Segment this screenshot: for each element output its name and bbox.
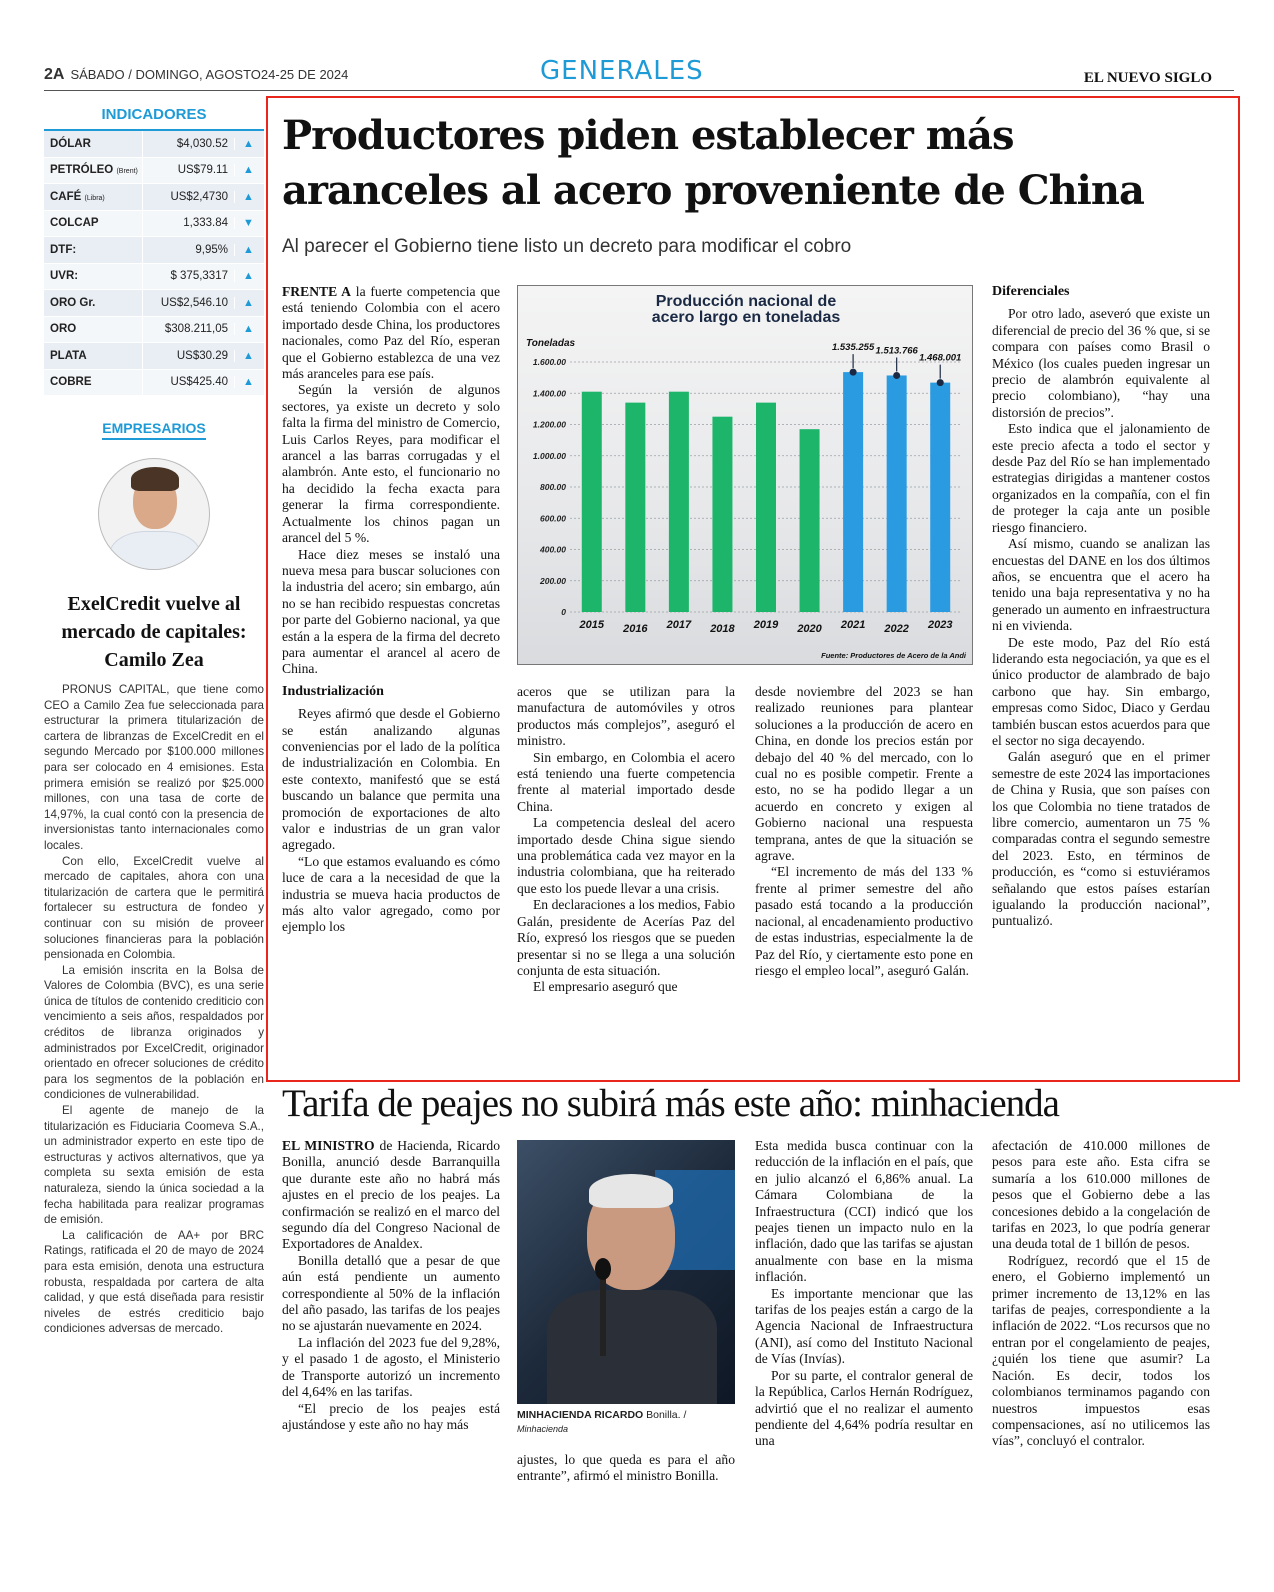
- article-paragraph: La competencia desleal del acero importado desde China sigue siendo una problemática cada vez mayor en la industria colombiana, que ha reiterado que esto los puede llevar a una crisis.: [517, 815, 735, 896]
- article-paragraph: “Lo que estamos evaluando es cómo luce de cara a la necesidad de que la industria se mueva hacia productos de más alto valor agregado, como por ejemplo los: [282, 853, 500, 935]
- indicator-name: [44, 376, 142, 388]
- chart-bar-2016: [625, 403, 645, 612]
- chart-x-tick-label: 2017: [666, 619, 692, 631]
- chart-x-tick-label: 2018: [710, 623, 735, 635]
- section-title: GENERALES: [540, 56, 704, 86]
- article-paragraph: Es importante mencionar que las tarifas de los peajes están a cargo de la Agencia Nacional de Infraestructura (ANI), así como del Instituto Nacional de Vías (Invías).: [755, 1285, 973, 1367]
- indicator-name: [44, 217, 142, 229]
- photo-suit: [547, 1290, 717, 1404]
- article2-column-2: [517, 1452, 735, 1485]
- page-number: 2A: [44, 66, 65, 83]
- chart-y-tick-label: 1.600.00: [532, 357, 566, 367]
- caption-credit: Minhacienda: [517, 1424, 569, 1434]
- chart-y-tick-label: 200.00: [540, 575, 566, 586]
- article-paragraph: [282, 1138, 500, 1253]
- indicator-name: [44, 244, 142, 256]
- indicator-label: CAFÉ: [50, 190, 82, 203]
- indicator-row: [44, 264, 264, 291]
- article2-column-3: [755, 1138, 973, 1450]
- newspaper-logo: EL NUEVO SIGLO: [1083, 70, 1212, 86]
- article-paragraph: “El incremento de más del 133 % frente al primer semestre del año pasado está tocando a la producción nacional, al encadenamiento productivo de estas industrias, especialmente la de Paz del Río, y ciertamente esto pone en riesgo el empleo local”, aseguró Galán.: [755, 864, 973, 978]
- chart-x-tick-label: 2019: [753, 619, 779, 631]
- indicator-value: 1,333.84: [142, 211, 234, 237]
- indicator-label: PLATA: [50, 349, 87, 362]
- indicator-value: US$79.11: [142, 158, 234, 184]
- indicator-name: [44, 323, 142, 335]
- article-column-2: [517, 684, 735, 996]
- indicator-row: [44, 290, 264, 317]
- chart-bar-2017: [669, 392, 689, 612]
- article-paragraph: El empresario aseguró que: [533, 979, 678, 995]
- article-paragraph: Por otro lado, aseveró que existe un diferencial de precio del 36 % que, si se compara con países como Brasil o México (los cuales pueden ingresar un precio de alambrón equivalente al precio colombiano), “hay una distorsión de precios”.: [992, 306, 1210, 420]
- empresarios-body: [44, 682, 264, 1337]
- lead-words: EL MINISTRO: [282, 1138, 375, 1153]
- article-paragraph: La inflación del 2023 fue del 9,28%, y el pasado 1 de agosto, el Ministerio de Transporte autorizó un incremento del 4,64% en las tarifas.: [282, 1334, 500, 1400]
- lead-text: la fuerte competencia que está teniendo Colombia con el acero importado desde China, los productores nacionales, como Paz del Río, esperan que el Gobierno establezca de una vez más aranceles para ese país.: [282, 284, 500, 382]
- chart-data-label: 1.535.255: [831, 342, 875, 354]
- article-paragraph: [282, 284, 500, 382]
- chart-x-tick-label: 2022: [884, 623, 909, 635]
- lead-text: de Hacienda, Ricardo Bonilla, anunció desde Barranquilla que durante este año no habrá más ajustes en el precio de los peajes. La confirmación se realizó en el marco del segundo día del Congreso Nacional de Exportadores de Analdex.: [282, 1138, 500, 1252]
- article-paragraph: De este modo, Paz del Río está liderando esta negociación, ya que es el único productor de alambrado de bajo carbono que hay. Sin embargo, empresas como Sidoc, Diaco y Gerdau también buscan estos acuerdos para que el sector no siga decayendo.: [992, 634, 1210, 748]
- article-paragraph: Bonilla detalló que a pesar de que aún está pendiente un aumento correspondiente al 50% de la inflación del año pasado, las tarifas de los peajes no se ajustarán nuevamente en 2024.: [282, 1252, 500, 1334]
- article-paragraph: Por su parte, el contralor general de la República, Carlos Hernán Rodríguez, advirtió que el no realizar el aumento pendiente del 4,64% podría resultar en una: [755, 1367, 973, 1449]
- chart-x-tick-label: 2016: [623, 623, 648, 635]
- indicators-title: INDICADORES: [44, 100, 264, 131]
- chart-bar-2019: [756, 403, 776, 612]
- trend-arrow-icon: ▲: [234, 138, 262, 150]
- trend-arrow-icon: ▲: [234, 191, 262, 203]
- indicator-value: US$30.29: [142, 343, 234, 369]
- article2-column-1: [282, 1138, 500, 1433]
- trend-arrow-icon: ▼: [234, 217, 262, 229]
- trend-arrow-icon: ▲: [234, 376, 262, 388]
- indicator-name: [44, 350, 142, 362]
- caption-bold: MINHACIENDA RICARDO: [517, 1409, 644, 1421]
- indicator-sublabel: (Libra): [84, 194, 105, 202]
- chart-x-tick-label: 2015: [579, 619, 605, 631]
- article-paragraph: Según la versión de algunos sectores, ya existe un decreto y solo falta la firma del ministro de Comercio, Luis Carlos Reyes, para modificar el arancel a las barras corrugadas y el alambrón. Ante esto, el funcionario no ha decidido la fecha exacta para generar la firma correspondiente. Actualmente los chinos pagan un arancel del 5 %.: [282, 382, 500, 546]
- photo-mic-stand: [600, 1276, 606, 1356]
- trend-arrow-icon: ▲: [234, 270, 262, 282]
- article-headline: Productores piden establecer más aranceles al acero proveniente de China: [282, 112, 1144, 214]
- indicator-row: [44, 370, 264, 397]
- indicator-value: 9,95%: [142, 237, 234, 263]
- caption-rest: Bonilla. /: [643, 1409, 687, 1421]
- chart-y-tick-label: 400.00: [540, 544, 566, 555]
- indicator-sublabel: (Brent): [116, 168, 138, 176]
- indicator-value: $ 375,3317: [142, 264, 234, 290]
- chart-bar-2023: [930, 383, 950, 612]
- indicator-row: [44, 317, 264, 344]
- indicator-value: US$425.40: [142, 370, 234, 396]
- chart-point-marker: [850, 369, 857, 376]
- chart-svg: [518, 286, 973, 665]
- indicator-row: [44, 343, 264, 370]
- empresarios-title-text: EMPRESARIOS: [102, 420, 205, 440]
- chart-y-tick-label: 1.200.00: [532, 419, 566, 430]
- article-subtitle: Industrialización: [282, 683, 384, 699]
- indicator-label: DÓLAR: [50, 137, 91, 150]
- sidebar: [44, 100, 264, 1337]
- chart-bars: [579, 342, 962, 635]
- article-column-3: [755, 684, 973, 979]
- chart-bar-2015: [582, 392, 602, 612]
- article-paragraph: Sin embargo, en Colombia el acero está teniendo una fuerte competencia frente al material importado desde China.: [517, 749, 735, 814]
- chart-y-tick-label: 600.00: [540, 513, 566, 524]
- article-paragraph: desde noviembre del 2023 se han realizado reuniones para plantear soluciones a la producción de acero en China, en donde los precios están por debajo del 40 % del mercado, con lo cual no es posible competir. Frente a esto, no se ha podido llegar a un acuerdo en concreto y exigen al Gobierno nacional una respuesta temprana, antes de que la situación se agrave.: [755, 684, 973, 864]
- trend-arrow-icon: ▲: [234, 244, 262, 256]
- empresarios-title: [44, 420, 264, 436]
- article-subhead: Al parecer el Gobierno tiene listo un decreto para modificar el cobro: [282, 236, 852, 257]
- issue-date: SÁBADO / DOMINGO, AGOSTO24-25 DE 2024: [70, 67, 349, 82]
- emp-paragraph: La calificación de AA+ por BRC Ratings, ratificada el 20 de mayo de 2024 para esta emisión, denota una estructura robusta, respaldada por cartera de alta calidad, y que está diseñada para resistir niveles de estrés crediticio bajo condiciones adversas de mercado.: [44, 1228, 264, 1336]
- indicator-label: UVR:: [50, 270, 79, 283]
- indicators-table: [44, 131, 264, 396]
- indicator-row: [44, 131, 264, 158]
- chart-ylabel: Toneladas: [526, 338, 576, 349]
- article2-column-4: [992, 1138, 1210, 1450]
- article-paragraph: Reyes afirmó que desde el Gobierno se están analizando algunas conveniencias por el lado de la política de industrialización en Colombia. En este contexto, manifestó que se está buscando un balance que permita una promoción de exportaciones de alto valor e industrias de un gran valor agregado.: [282, 706, 500, 853]
- emp-paragraph: La emisión inscrita en la Bolsa de Valores de Colombia (BVC), es una serie única de títulos de contenido crediticio con vencimiento a seis años, respaldados por créditos de libranza originados y administrados por ExcelCredit, originador orientado en ofrecer soluciones de crédito para los segmentos de la población en condiciones de vulnerabilidad.: [44, 963, 264, 1102]
- chart-data-label: 1.468.001: [919, 352, 962, 364]
- chart-bar-2022: [887, 375, 907, 612]
- trend-arrow-icon: ▲: [234, 164, 262, 176]
- article-column-1: [282, 284, 500, 936]
- article-paragraph: Galán aseguró que en el primer semestre de este 2024 las importaciones de China y Rusia, que son países con los que Colombia no tiene tratados de libre comercio, aumentaron un 75 % comparadas contra el segundo semestre del 2023. Esto, en términos de producción, es “como si estuviéramos señalando que estos países estarían igualando la producción nacional”, puntualizó.: [992, 749, 1210, 929]
- article-paragraph: En declaraciones a los medios, Fabio Galán, presidente de Acerías Paz del Río, expresó los riesgos que se pueden presentar si no se llega a una solución conjunta de esta situación.: [517, 897, 735, 978]
- avatar-hair: [131, 467, 179, 491]
- indicator-value: $4,030.52: [142, 131, 234, 157]
- indicator-label: COLCAP: [50, 217, 99, 230]
- indicator-name: [44, 297, 142, 309]
- indicator-label: COBRE: [50, 376, 92, 389]
- indicator-label: PETRÓLEO: [50, 164, 114, 177]
- indicator-row: [44, 237, 264, 264]
- article-paragraph: aceros que se utilizan para la manufactura de automóviles y otros productos más complejos”, aseguró el ministro.: [517, 684, 735, 749]
- chart-bar-2021: [843, 372, 863, 612]
- lead-words: FRENTE A: [282, 284, 351, 299]
- minister-photo: [517, 1140, 735, 1404]
- chart-x-tick-label: 2021: [840, 619, 866, 631]
- indicator-value: $308.211,05: [142, 317, 234, 343]
- article-paragraph: Esto indica que el jalonamiento de este precio afecta a todo el sector y desde Paz del Río se han implementado estrategias dirigidas a mantener costos organizados en la compañía, con el fin de proteger la caja ante un posible riesgo financiero.: [992, 421, 1210, 535]
- article-paragraph: Hace diez meses se instaló una nueva mesa para buscar soluciones con la industria del acero; sin embargo, aún no se han recibido respuestas concretas por parte del Gobierno nacional, ya que están a la espera de la firma del decreto para aumentar el arancel al acero de China.: [282, 546, 500, 677]
- indicator-label: ORO: [50, 323, 77, 336]
- indicator-label: ORO Gr.: [50, 296, 96, 309]
- emp-paragraph: Con ello, ExcelCredit vuelve al mercado de capitales, ahora con una titularización de cartera que le permitirá fortalecer su estructura de fondeo y continuar con su misión de proveer soluciones financieras para la población pensionada en Colombia.: [44, 854, 264, 962]
- indicator-name: [44, 270, 142, 282]
- article2-headline: Tarifa de peajes no subirá más este año: minhacienda: [282, 1082, 1059, 1125]
- indicator-name: [44, 191, 142, 203]
- photo-caption: [517, 1408, 737, 1436]
- chart-bar-2020: [800, 429, 820, 612]
- photo-microphone: [595, 1258, 611, 1280]
- indicator-name: [44, 138, 142, 150]
- chart-source: Fuente: Productores de Acero de la Andi: [821, 651, 966, 660]
- empresarios-headline: ExelCredit vuelve al mercado de capitales: Camilo Zea: [61, 593, 247, 671]
- article-paragraph: Esta medida busca continuar con la reducción de la inflación en el país, que en julio alcanzó el 6,86% anual. La Cámara Colombiana de la Infraestructura (CCI) indicó que los peajes tienen un impacto nulo en la inflación, dado que las tarifas se ajustan anualmente con base en la misma inflación.: [755, 1138, 973, 1285]
- trend-arrow-icon: ▲: [234, 350, 262, 362]
- chart-y-tick-label: 1.000.00: [532, 450, 566, 461]
- chart-title-line1: Producción nacional de: [655, 293, 837, 310]
- emp-paragraph: PRONUS CAPITAL, que tiene como CEO a Camilo Zea fue seleccionada para estructurar la primera titularización de cartera de libranzas de ExcelCredit en el segundo Mercado por $100.000 millones para ser colocado en 4 emisiones. Esta primera emisión se realizó por $25.000 millones, con una tasa de corte de 14,97%, la cual contó con la presencia de inversionistas tanto internacionales como locales.: [44, 683, 264, 852]
- indicator-label: DTF:: [50, 243, 77, 256]
- article-paragraph: afectación de 410.000 millones de pesos para este año. Esta cifra se sumaría a los 610.000 millones de pesos que el Gobierno debe a las concesiones debido a la congelación de tarifas en 2023, lo que podría generar una deuda total de 1 billón de pesos.: [992, 1138, 1210, 1252]
- chart-x-tick-label: 2020: [797, 623, 822, 635]
- chart-point-marker: [893, 372, 900, 379]
- chart-y-tick-label: 0: [561, 607, 566, 617]
- chart-point-marker: [937, 379, 944, 386]
- chart-bar-2018: [712, 417, 732, 612]
- emp-paragraph: El agente de manejo de la titularización es Fiduciaria Coomeva S.A., un administrador experto en este tipo de estructuras y activos alternativos, que ya completa su sexta emisión de esta naturaleza, siendo la única sociedad a la fecha habilitada para realizar programas de emisión.: [44, 1104, 264, 1227]
- page-header-date: [44, 66, 348, 84]
- header-divider: [44, 90, 1234, 91]
- indicator-value: US$2,4730: [142, 184, 234, 210]
- article-subtitle: Diferenciales: [992, 284, 1070, 299]
- indicator-row: [44, 211, 264, 238]
- chart-x-tick-label: 2023: [927, 619, 953, 631]
- article-paragraph: Así mismo, cuando se analizan las encuestas del DANE en los dos últimos años, se encuentra que el acero ha tenido una baja representativa y no ha generado un aumento en infraestructura ni en vivienda.: [992, 536, 1210, 634]
- indicator-name: [44, 164, 142, 176]
- steel-production-chart: [517, 285, 973, 665]
- chart-y-tick-label: 1.400.00: [532, 388, 566, 399]
- article-paragraph: ajustes, lo que queda es para el año entrante”, afirmó el ministro Bonilla.: [517, 1452, 735, 1484]
- chart-data-label: 1.513.766: [875, 345, 918, 357]
- indicator-row: [44, 184, 264, 211]
- trend-arrow-icon: ▲: [234, 297, 262, 309]
- article-paragraph: “El precio de los peajes está ajustándose y este año no hay más: [282, 1400, 500, 1432]
- avatar: [98, 458, 210, 570]
- indicator-value: US$2,546.10: [142, 290, 234, 316]
- chart-title-line2: acero largo en toneladas: [651, 309, 841, 326]
- article-paragraph: Rodríguez, recordó que el 15 de enero, el Gobierno implementó un primer incremento de 13,12% en las tarifas de peajes, correspondiente a la inflación de 2022. “Los recursos que no entran por el congelamiento de peajes, ¿quién los tiene que asumir? La Nación. Es decir, todos los colombianos terminamos pagando con nuestros impuestos esas compensaciones, así no utilicemos las vías”, concluyó el contralor.: [992, 1252, 1210, 1449]
- indicator-row: [44, 158, 264, 185]
- avatar-body: [109, 531, 201, 570]
- trend-arrow-icon: ▲: [234, 323, 262, 335]
- article-column-4: [992, 284, 1210, 930]
- photo-hair: [589, 1174, 673, 1208]
- chart-y-tick-label: 800.00: [540, 482, 566, 492]
